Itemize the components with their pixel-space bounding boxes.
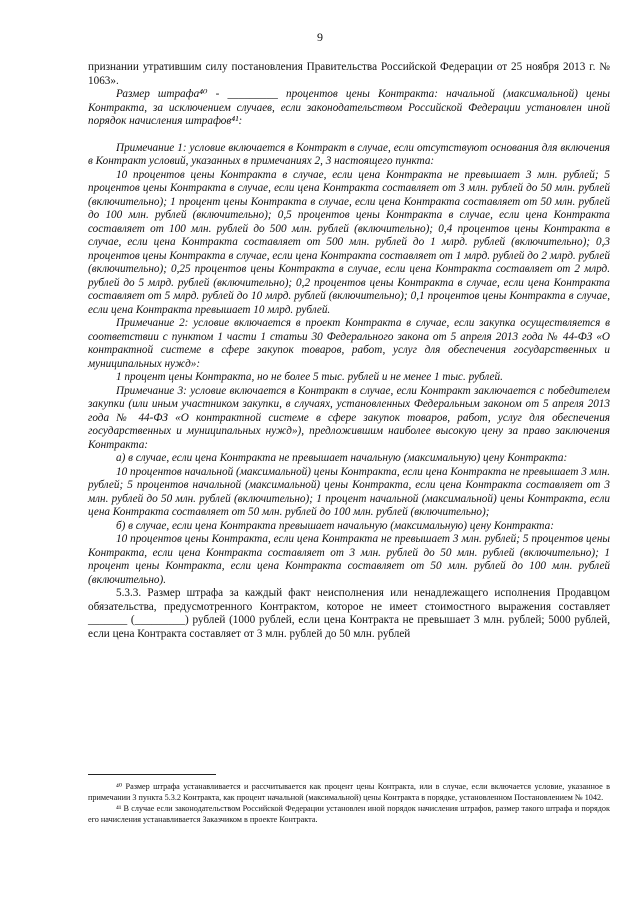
footnote: ⁴¹ В случае если законодательством Российской Федерации установлен иной порядок начисления штрафов, размер такого штрафа и порядок его начисления устанавливается Заказчиком в проекте Контракта. bbox=[88, 804, 610, 824]
paragraph: 10 процентов цены Контракта в случае, если цена Контракта не превышает 3 млн. рублей; 5 процентов цены Контракта в случае, если цена Контракта составляет от 3 млн. рублей до 50 млн. рублей (включительно); 1 процент цены Контракта в случае, если цена Контракта составляет от 50 млн. рублей до 100 млн. рублей (включительно); 0,5 процентов цены Контракта в случае, если цена Контракта составляет от 100 млн. рублей до 500 млн. рублей (включительно); 0,4 процентов цены Контракта в случае, если цена Контракта составляет от 500 млн. рублей до 1 млрд. рублей (включительно); 0,3 процентов цены Контракта в случае, если цена Контракта составляет от 1 млрд. рублей до 2 млрд. рублей (включительно); 0,25 процентов цены Контракта в случае, если цена Контракта составляет от 2 млрд. рублей до 5 млрд. рублей (включительно); 0,2 процентов цены Контракта в случае, если цена Контракта составляет от 5 млрд. рублей до 10 млрд. рублей (включительно); 0,1 процентов цены Контракта в случае, если цена Контракта превышает 10 млрд. рублей. bbox=[88, 168, 610, 316]
footnote-separator bbox=[88, 774, 216, 775]
paragraph: 10 процентов цены Контракта, если цена Контракта не превышает 3 млн. рублей; 5 процентов цены Контракта, если цена Контракта составляет от 3 млн. рублей до 50 млн. рублей (включительно); 1 процент цены Контракта, если цена Контракта составляет от 50 млн. рублей до 100 млн. рублей (включительно). bbox=[88, 533, 610, 586]
paragraph: 10 процентов начальной (максимальной) цены Контракта, если цена Контракта не превышает 3 млн. рублей; 5 процентов начальной (максимальной) цены Контракта, если цена Контракта составляет от 3 млн. рублей до 50 млн. рублей (включительно); 1 процент начальной (максимальной) цены Контракта, если цена Контракта составляет от 50 млн. рублей до 100 млн. рублей (включительно); bbox=[88, 465, 610, 518]
paragraph-gap bbox=[88, 129, 610, 142]
paragraph: признании утратившим силу постановления Правительства Российской Федерации от 25 ноября 2013 г. № 1063». bbox=[88, 61, 610, 87]
footnotes bbox=[88, 781, 610, 825]
paragraph: Размер штрафа⁴⁰ - _________ процентов цены Контракта: начальной (максимальной) цены Контракта, за исключением случаев, если законодательством Российской Федерации установлен иной порядок начисления штрафов⁴¹: bbox=[88, 88, 610, 127]
footnote: ⁴⁰ Размер штрафа устанавливается и рассчитывается как процент цены Контракта, или в случае, если включается условие, указанное в примечании 3 пункта 5.3.2 Контракта, как процент начальной (максимальной) цены Контракта в порядке, установленном Постановлением № 1042. bbox=[88, 782, 610, 802]
paragraph: Примечание 3: условие включается в Контракт в случае, если Контракт заключается с победителем закупки (или иным участником закупки, в случаях, установленных Федеральным законом от 5 апреля 2013 года № 44-ФЗ «О контрактной системе в сфере закупок товаров, работ, услуг для обеспечения государственных и муниципальных нужд»), предложившим наиболее высокую цену за право заключения Контракта: bbox=[88, 384, 610, 451]
paragraph: Примечание 2: условие включается в проект Контракта в случае, если закупка осуществляется в соответствии с пунктом 1 части 1 статьи 30 Федерального закона от 5 апреля 2013 года № 44-ФЗ «О контрактной системе в сфере закупок товаров, работ, услуг для обеспечения государственных и муниципальных нужд»: bbox=[88, 317, 610, 370]
document-body bbox=[88, 61, 610, 641]
paragraph: 5.3.3. Размер штрафа за каждый факт неисполнения или ненадлежащего исполнения Продавцом обязательства, предусмотренного Контрактом, которое не имеет стоимостного выражения составляет _______ (_________) рублей (1000 рублей, если цена Контракта не превышает 3 млн. рублей; 5000 рублей, если цена Контракта составляет от 3 млн. рублей до 50 млн. рублей bbox=[88, 587, 610, 640]
paragraph: б) в случае, если цена Контракта превышает начальную (максимальную) цену Контракта: bbox=[116, 519, 554, 532]
paragraph: а) в случае, если цена Контракта не превышает начальную (максимальную) цену Контракта: bbox=[116, 452, 568, 464]
paragraph: 1 процент цены Контракта, но не более 5 тыс. рублей и не менее 1 тыс. рублей. bbox=[116, 371, 503, 383]
page-number: 9 bbox=[317, 30, 323, 44]
paragraph: Примечание 1: условие включается в Контракт в случае, если отсутствуют основания для включения в Контракт условий, указанных в примечаниях 2, 3 настоящего пункта: bbox=[88, 141, 610, 167]
